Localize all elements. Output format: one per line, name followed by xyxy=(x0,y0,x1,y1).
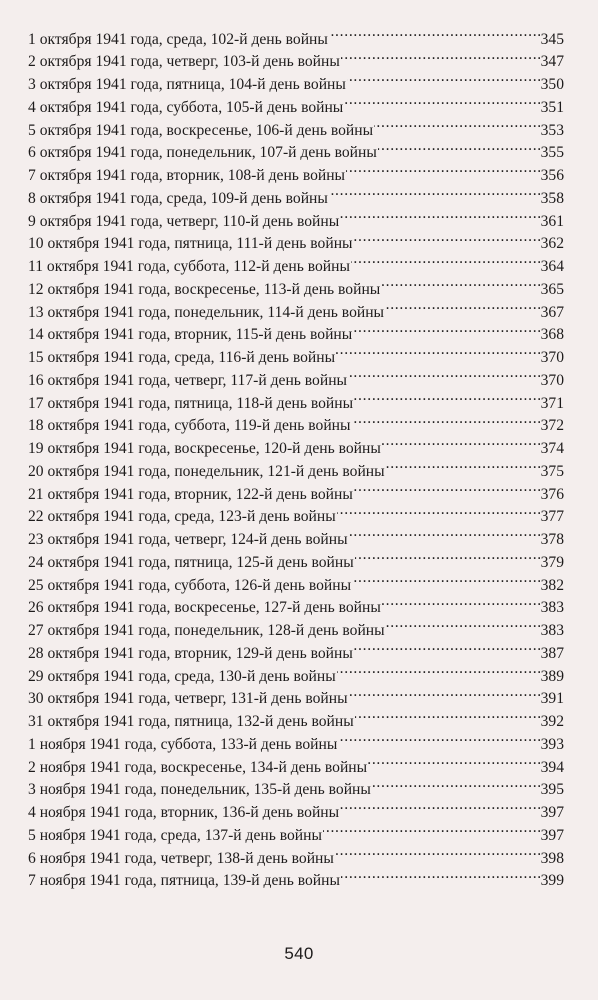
toc-entry-page: 374 xyxy=(540,440,564,458)
dot-leader xyxy=(341,51,540,67)
toc-entry-page: 399 xyxy=(540,872,564,890)
toc-entry xyxy=(28,642,564,665)
toc-entry-page: 392 xyxy=(540,713,564,731)
toc-entry-label: 31 октября 1941 года, пятница, 132-й день войны xyxy=(28,713,354,731)
toc-entry xyxy=(28,119,564,142)
toc-entry-label: 14 октября 1941 года, вторник, 115-й день войны xyxy=(28,326,353,344)
toc-entry-page: 347 xyxy=(540,53,564,71)
toc-entry-label: 29 октября 1941 года, среда, 130-й день войны xyxy=(28,667,336,685)
toc-entry xyxy=(28,74,564,97)
toc-entry-page: 377 xyxy=(540,508,564,526)
toc-entry xyxy=(28,574,564,597)
dot-leader xyxy=(372,779,540,795)
toc-entry-page: 379 xyxy=(540,553,564,571)
toc-entry-label: 20 октября 1941 года, понедельник, 121-й день войны xyxy=(28,462,385,480)
toc-entry-label: 24 октября 1941 года, пятница, 125-й день войны xyxy=(28,553,354,571)
toc-entry-page: 389 xyxy=(540,667,564,685)
toc-entry xyxy=(28,96,564,119)
toc-entry-page: 370 xyxy=(540,349,564,367)
toc-entry-page: 362 xyxy=(540,235,564,253)
toc-entry-page: 371 xyxy=(540,394,564,412)
toc-entry-page: 394 xyxy=(540,758,564,776)
dot-leader xyxy=(347,74,540,90)
dot-leader xyxy=(354,483,540,499)
toc-entry-page: 376 xyxy=(540,485,564,503)
toc-entry-label: 3 октября 1941 года, пятница, 104-й день войны xyxy=(28,76,346,94)
dot-leader xyxy=(348,369,540,385)
toc-entry xyxy=(28,688,564,711)
toc-entry-page: 365 xyxy=(540,280,564,298)
dot-leader xyxy=(353,324,539,340)
toc-entry xyxy=(28,665,564,688)
toc-entry-page: 355 xyxy=(540,144,564,162)
toc-entry xyxy=(28,438,564,461)
toc-entry-label: 11 октября 1941 года, суббота, 112-й день войны xyxy=(28,258,350,276)
toc-entry xyxy=(28,506,564,529)
toc-entry-page: 370 xyxy=(540,371,564,389)
toc-entry-page: 383 xyxy=(540,622,564,640)
toc-entry-page: 368 xyxy=(540,326,564,344)
toc-entry-page: 364 xyxy=(540,258,564,276)
dot-leader xyxy=(329,28,540,44)
dot-leader xyxy=(378,142,540,158)
toc-entry xyxy=(28,256,564,279)
toc-entry-label: 27 октября 1941 года, понедельник, 128-й день войны xyxy=(28,622,385,640)
toc-entry-label: 21 октября 1941 года, вторник, 122-й день войны xyxy=(28,485,353,503)
toc-entry xyxy=(28,278,564,301)
toc-entry-label: 30 октября 1941 года, четверг, 131-й день войны xyxy=(28,690,348,708)
toc-entry-label: 1 ноября 1941 года, суббота, 133-й день войны xyxy=(28,735,338,753)
toc-entry xyxy=(28,597,564,620)
toc-entry-label: 12 октября 1941 года, воскресенье, 113-й день войны xyxy=(28,280,381,298)
toc-entry-label: 4 октября 1941 года, суббота, 105-й день войны xyxy=(28,98,344,116)
toc-entry-label: 3 ноября 1941 года, понедельник, 135-й день войны xyxy=(28,781,371,799)
toc-entry xyxy=(28,551,564,574)
toc-entry xyxy=(28,460,564,483)
dot-leader xyxy=(323,824,540,840)
toc-entry-page: 350 xyxy=(540,76,564,94)
toc-entry xyxy=(28,233,564,256)
dot-leader xyxy=(335,847,540,863)
toc-entry xyxy=(28,392,564,415)
toc-entry-page: 375 xyxy=(540,462,564,480)
toc-entry xyxy=(28,142,564,165)
toc-entry xyxy=(28,301,564,324)
dot-leader xyxy=(354,642,540,658)
toc-entry-page: 356 xyxy=(540,167,564,185)
toc-entry-page: 393 xyxy=(540,735,564,753)
toc-entry-label: 6 октября 1941 года, понедельник, 107-й день войны xyxy=(28,144,377,162)
toc-entry xyxy=(28,210,564,233)
dot-leader xyxy=(349,529,540,545)
dot-leader xyxy=(349,688,540,704)
dot-leader xyxy=(382,597,540,613)
dot-leader xyxy=(352,415,540,431)
dot-leader xyxy=(338,733,539,749)
dot-leader xyxy=(344,96,539,112)
dot-leader xyxy=(352,574,540,590)
toc-entry-label: 5 ноября 1941 года, среда, 137-й день войны xyxy=(28,826,322,844)
dot-leader xyxy=(355,551,540,567)
toc-entry-page: 397 xyxy=(540,826,564,844)
dot-leader xyxy=(355,711,540,727)
toc-entry xyxy=(28,28,564,51)
toc-entry-label: 9 октября 1941 года, четверг, 110-й день войны xyxy=(28,212,340,230)
toc-entry xyxy=(28,415,564,438)
toc-entry-page: 372 xyxy=(540,417,564,435)
dot-leader xyxy=(329,187,540,203)
toc-entry-label: 28 октября 1941 года, вторник, 129-й день войны xyxy=(28,644,353,662)
toc-entry-label: 25 октября 1941 года, суббота, 126-й день войны xyxy=(28,576,352,594)
toc-entry-label: 26 октября 1941 года, воскресенье, 127-й день войны xyxy=(28,599,381,617)
dot-leader xyxy=(386,460,540,476)
dot-leader xyxy=(368,756,539,772)
toc-entry xyxy=(28,165,564,188)
toc-entry xyxy=(28,483,564,506)
dot-leader xyxy=(382,438,540,454)
toc-entry-label: 18 октября 1941 года, суббота, 119-й день войны xyxy=(28,417,351,435)
toc-entry-label: 2 октября 1941 года, четверг, 103-й день войны xyxy=(28,53,340,71)
toc-entry xyxy=(28,824,564,847)
dot-leader xyxy=(354,392,540,408)
dot-leader xyxy=(386,620,540,636)
toc-entry-label: 15 октября 1941 года, среда, 116-й день войны xyxy=(28,349,336,367)
toc-entry-label: 10 октября 1941 года, пятница, 111-й день войны xyxy=(28,235,353,253)
table-of-contents xyxy=(28,28,564,893)
toc-entry xyxy=(28,51,564,74)
toc-entry xyxy=(28,324,564,347)
dot-leader xyxy=(336,347,540,363)
toc-entry-label: 4 ноября 1941 года, вторник, 136-й день войны xyxy=(28,804,340,822)
toc-entry-label: 8 октября 1941 года, среда, 109-й день войны xyxy=(28,189,328,207)
toc-entry xyxy=(28,847,564,870)
toc-entry-page: 395 xyxy=(540,781,564,799)
toc-entry-label: 7 октября 1941 года, вторник, 108-й день войны xyxy=(28,167,346,185)
toc-entry xyxy=(28,347,564,370)
toc-entry xyxy=(28,870,564,893)
toc-entry-page: 391 xyxy=(540,690,564,708)
toc-entry-label: 19 октября 1941 года, воскресенье, 120-й день войны xyxy=(28,440,381,458)
toc-entry xyxy=(28,529,564,552)
toc-entry-label: 2 ноября 1941 года, воскресенье, 134-й день войны xyxy=(28,758,368,776)
toc-entry xyxy=(28,187,564,210)
toc-entry-page: 387 xyxy=(540,644,564,662)
toc-entry xyxy=(28,711,564,734)
dot-leader xyxy=(340,802,540,818)
toc-entry-page: 361 xyxy=(540,212,564,230)
toc-entry-page: 397 xyxy=(540,804,564,822)
toc-entry-page: 358 xyxy=(540,189,564,207)
toc-entry-page: 382 xyxy=(540,576,564,594)
toc-entry-page: 367 xyxy=(540,303,564,321)
toc-entry xyxy=(28,756,564,779)
toc-entry xyxy=(28,733,564,756)
toc-entry-page: 351 xyxy=(540,98,564,116)
toc-entry xyxy=(28,369,564,392)
toc-entry-page: 353 xyxy=(540,121,564,139)
dot-leader xyxy=(337,506,540,522)
dot-leader xyxy=(351,256,540,272)
toc-entry-page: 345 xyxy=(540,30,564,48)
dot-leader xyxy=(385,301,540,317)
dot-leader xyxy=(354,233,540,249)
dot-leader xyxy=(381,278,539,294)
toc-entry-label: 17 октября 1941 года, пятница, 118-й день войны xyxy=(28,394,354,412)
toc-entry-label: 13 октября 1941 года, понедельник, 114-й день войны xyxy=(28,303,385,321)
toc-entry xyxy=(28,802,564,825)
toc-entry xyxy=(28,620,564,643)
page-number: 540 xyxy=(284,944,314,963)
dot-leader xyxy=(346,165,540,181)
toc-entry-page: 398 xyxy=(540,849,564,867)
toc-entry-label: 22 октября 1941 года, среда, 123-й день войны xyxy=(28,508,336,526)
toc-entry-page: 383 xyxy=(540,599,564,617)
toc-entry-label: 7 ноября 1941 года, пятница, 139-й день войны xyxy=(28,872,340,890)
toc-entry-label: 1 октября 1941 года, среда, 102-й день войны xyxy=(28,30,328,48)
toc-entry-label: 6 ноября 1941 года, четверг, 138-й день войны xyxy=(28,849,334,867)
toc-entry-label: 16 октября 1941 года, четверг, 117-й день войны xyxy=(28,371,348,389)
toc-entry-label: 23 октября 1941 года, четверг, 124-й день войны xyxy=(28,531,348,549)
dot-leader xyxy=(337,665,540,681)
toc-entry-page: 378 xyxy=(540,531,564,549)
dot-leader xyxy=(341,870,540,886)
dot-leader xyxy=(340,210,539,226)
toc-entry-label: 5 октября 1941 года, воскресенье, 106-й день войны xyxy=(28,121,374,139)
toc-entry xyxy=(28,779,564,802)
dot-leader xyxy=(374,119,540,135)
